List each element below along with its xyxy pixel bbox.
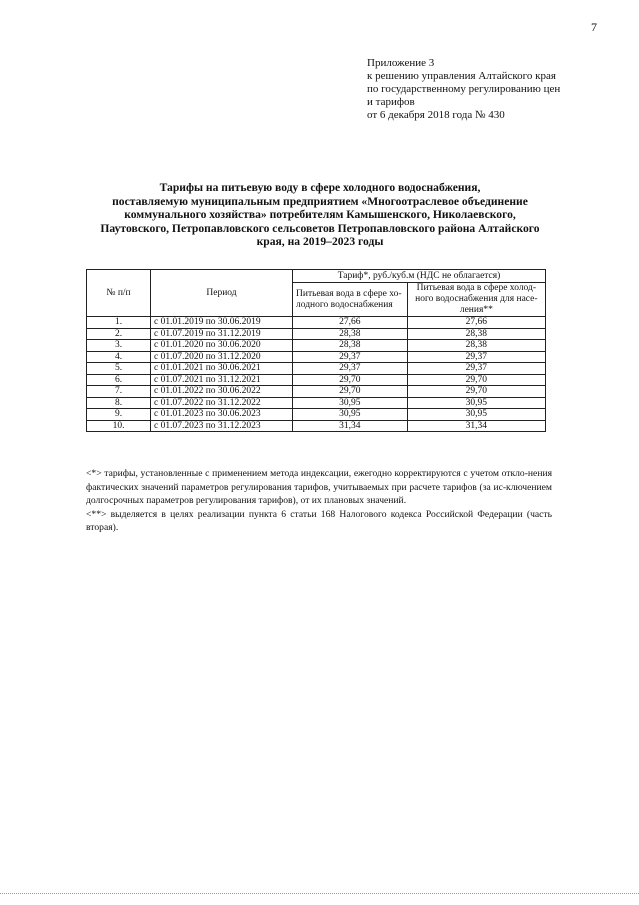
table-row: [87, 340, 546, 352]
row-tariff-population: 29,37: [407, 363, 545, 375]
appendix-line: по государственному регулированию цен: [367, 83, 561, 95]
footnote-indexation: <*> тарифы, установленные с применением метода индексации, ежегодно корректируются с учетом откло-нения фактических значений параметров регулирования тарифов, учитываемых при расчете тарифов (за ис-ключением долгосрочных параметров регулирования тарифов), от их плановых значений.: [86, 468, 552, 506]
table-row: [87, 317, 546, 329]
appendix-reference: [367, 57, 560, 122]
header-period: Период: [151, 270, 293, 317]
row-tariff-drinking-water: 28,38: [293, 340, 408, 352]
row-tariff-drinking-water: 31,34: [293, 420, 408, 432]
row-number: 10.: [87, 420, 151, 432]
row-tariff-population: 29,37: [407, 351, 545, 363]
row-tariff-population: 28,38: [407, 328, 545, 340]
table-row: [87, 409, 546, 421]
row-tariff-drinking-water: 27,66: [293, 317, 408, 329]
row-number: 7.: [87, 386, 151, 398]
row-period: с 01.07.2022 по 31.12.2022: [151, 397, 293, 409]
title-line: Паутовского, Петропавловского сельсоветов Петропавловского района Алтайского: [100, 221, 540, 235]
page-bottom-divider: [0, 893, 639, 894]
row-number: 9.: [87, 409, 151, 421]
appendix-line: Приложение 3: [367, 57, 435, 69]
row-period: с 01.07.2023 по 31.12.2023: [151, 420, 293, 432]
table-row: [87, 363, 546, 375]
row-tariff-population: 29,70: [407, 386, 545, 398]
row-period: с 01.01.2019 по 30.06.2019: [151, 317, 293, 329]
appendix-line: и тарифов: [367, 96, 415, 108]
title-line: коммунального хозяйства» потребителям Камышенского, Николаевского,: [124, 208, 516, 222]
header-drinking-water: Питьевая вода в сфере хо-лодного водоснабжения: [293, 283, 408, 317]
table-row: [87, 386, 546, 398]
row-number: 1.: [87, 317, 151, 329]
row-tariff-drinking-water: 30,95: [293, 409, 408, 421]
table-row: [87, 420, 546, 432]
row-period: с 01.01.2022 по 30.06.2022: [151, 386, 293, 398]
document-title: [80, 181, 560, 249]
row-tariff-drinking-water: 29,37: [293, 351, 408, 363]
table-row: [87, 328, 546, 340]
row-period: с 01.07.2020 по 31.12.2020: [151, 351, 293, 363]
title-line: поставляемую муниципальным предприятием «Многоотраслевое объединение: [112, 194, 528, 208]
row-period: с 01.07.2021 по 31.12.2021: [151, 374, 293, 386]
row-tariff-drinking-water: 30,95: [293, 397, 408, 409]
row-tariff-population: 27,66: [407, 317, 545, 329]
row-number: 8.: [87, 397, 151, 409]
footnotes: [86, 467, 552, 535]
row-number: 2.: [87, 328, 151, 340]
row-tariff-population: 30,95: [407, 397, 545, 409]
row-tariff-drinking-water: 29,70: [293, 374, 408, 386]
row-number: 6.: [87, 374, 151, 386]
row-period: с 01.01.2023 по 30.06.2023: [151, 409, 293, 421]
row-tariff-drinking-water: 28,38: [293, 328, 408, 340]
row-tariff-population: 31,34: [407, 420, 545, 432]
row-tariff-population: 28,38: [407, 340, 545, 352]
table-row: [87, 374, 546, 386]
header-drinking-water-population: Питьевая вода в сфере холод-ного водоснабжения для насе-ления**: [407, 283, 545, 317]
row-period: с 01.01.2021 по 30.06.2021: [151, 363, 293, 375]
title-line: Тарифы на питьевую воду в сфере холодного водоснабжения,: [159, 181, 481, 194]
row-period: с 01.01.2020 по 30.06.2020: [151, 340, 293, 352]
row-period: с 01.07.2019 по 31.12.2019: [151, 328, 293, 340]
header-number: № п/п: [87, 270, 151, 317]
row-number: 4.: [87, 351, 151, 363]
row-number: 3.: [87, 340, 151, 352]
row-number: 5.: [87, 363, 151, 375]
row-tariff-population: 30,95: [407, 409, 545, 421]
row-tariff-population: 29,70: [407, 374, 545, 386]
page-number: 7: [591, 20, 597, 34]
footnote-vat: <**> выделяется в целях реализации пункта 6 статьи 168 Налогового кодекса Российской Федерации (часть вторая).: [86, 508, 552, 533]
appendix-line: к решению управления Алтайского края: [367, 70, 556, 82]
tariff-table: [86, 269, 546, 432]
row-tariff-drinking-water: 29,70: [293, 386, 408, 398]
row-tariff-drinking-water: 29,37: [293, 363, 408, 375]
header-tariff-group: Тариф*, руб./куб.м (НДС не облагается): [293, 270, 546, 283]
table-row: [87, 351, 546, 363]
title-line: края, на 2019–2023 годы: [256, 235, 384, 249]
appendix-line: от 6 декабря 2018 года № 430: [367, 109, 505, 121]
table-row: [87, 397, 546, 409]
